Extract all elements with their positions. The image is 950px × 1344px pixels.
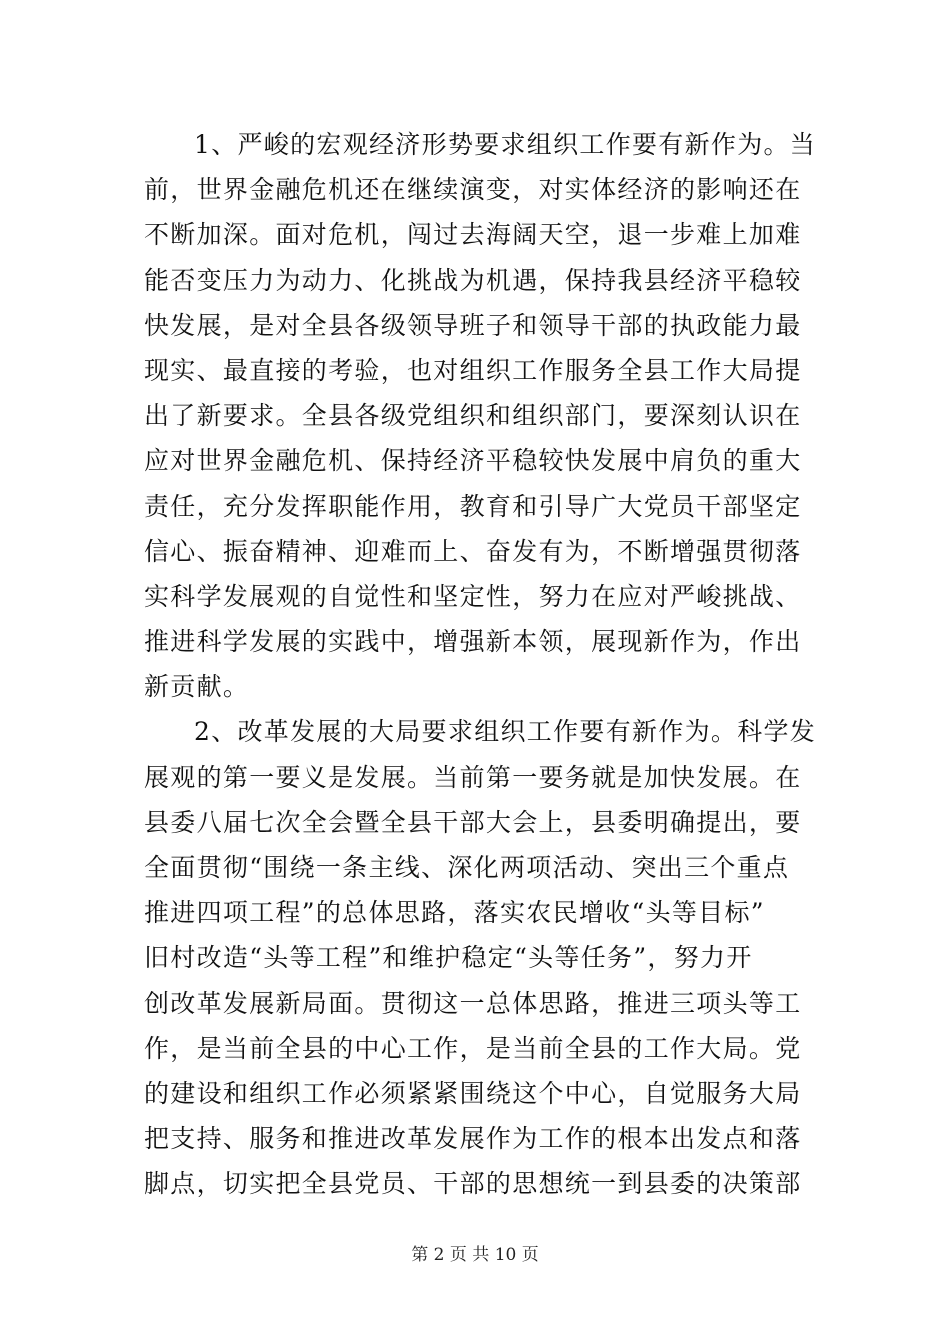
text-line: 2、改革发展的大局要求组织工作要有新作为。科学发 bbox=[194, 717, 817, 747]
text-line: 现实、最直接的考验，也对组织工作服务全县工作大局提 bbox=[144, 355, 802, 385]
text-line: 创改革发展新局面。贯彻这一总体思路，推进三项头等工 bbox=[144, 988, 802, 1018]
text-line: 新贡献。 bbox=[144, 672, 250, 702]
text-line: 推进科学发展的实践中，增强新本领，展现新作为，作出 bbox=[144, 627, 802, 657]
text-line: 不断加深。面对危机，闯过去海阔天空，退一步难上加难 bbox=[144, 220, 802, 250]
paragraph-1 bbox=[144, 122, 817, 709]
text-line: 出了新要求。全县各级党组织和组织部门，要深刻认识在 bbox=[144, 401, 802, 431]
text-line: 责任，充分发挥职能作用，教育和引导广大党员干部坚定 bbox=[144, 491, 802, 521]
body-text bbox=[144, 122, 817, 1207]
text-line: 的建设和组织工作必须紧紧围绕这个中心，自觉服务大局 bbox=[144, 1078, 802, 1108]
text-line: 县委八届七次全会暨全县干部大会上，县委明确提出，要 bbox=[144, 807, 802, 837]
text-line: 展观的第一要义是发展。当前第一要务就是加快发展。在 bbox=[144, 762, 802, 792]
text-line: 推进四项工程”的总体思路，落实农民增收“头等目标” bbox=[144, 898, 765, 928]
text-line: 脚点，切实把全县党员、干部的思想统一到县委的决策部 bbox=[144, 1169, 802, 1199]
text-line: 旧村改造“头等工程”和维护稳定“头等任务”，努力开 bbox=[144, 943, 753, 973]
text-line: 把支持、服务和推进改革发展作为工作的根本出发点和落 bbox=[144, 1124, 802, 1154]
page-number-footer: 第 2 页 共 10 页 bbox=[411, 1245, 539, 1265]
paragraph-2 bbox=[144, 709, 817, 1206]
text-line: 1、严峻的宏观经济形势要求组织工作要有新作为。当 bbox=[194, 130, 817, 159]
text-line: 实科学发展观的自觉性和坚定性，努力在应对严峻挑战、 bbox=[144, 581, 802, 611]
text-line: 前，世界金融危机还在继续演变，对实体经济的影响还在 bbox=[144, 175, 802, 205]
text-line: 作，是当前全县的中心工作，是当前全县的工作大局。党 bbox=[144, 1033, 802, 1063]
text-line: 全面贯彻“围绕一条主线、深化两项活动、突出三个重点 bbox=[144, 853, 790, 882]
text-line: 信心、振奋精神、迎难而上、奋发有为，不断增强贯彻落 bbox=[144, 536, 802, 566]
text-line: 应对世界金融危机、保持经济平稳较快发展中肩负的重大 bbox=[144, 446, 802, 476]
text-line: 能否变压力为动力、化挑战为机遇，保持我县经济平稳较 bbox=[144, 265, 802, 295]
text-line: 快发展，是对全县各级领导班子和领导干部的执政能力最 bbox=[144, 310, 802, 340]
